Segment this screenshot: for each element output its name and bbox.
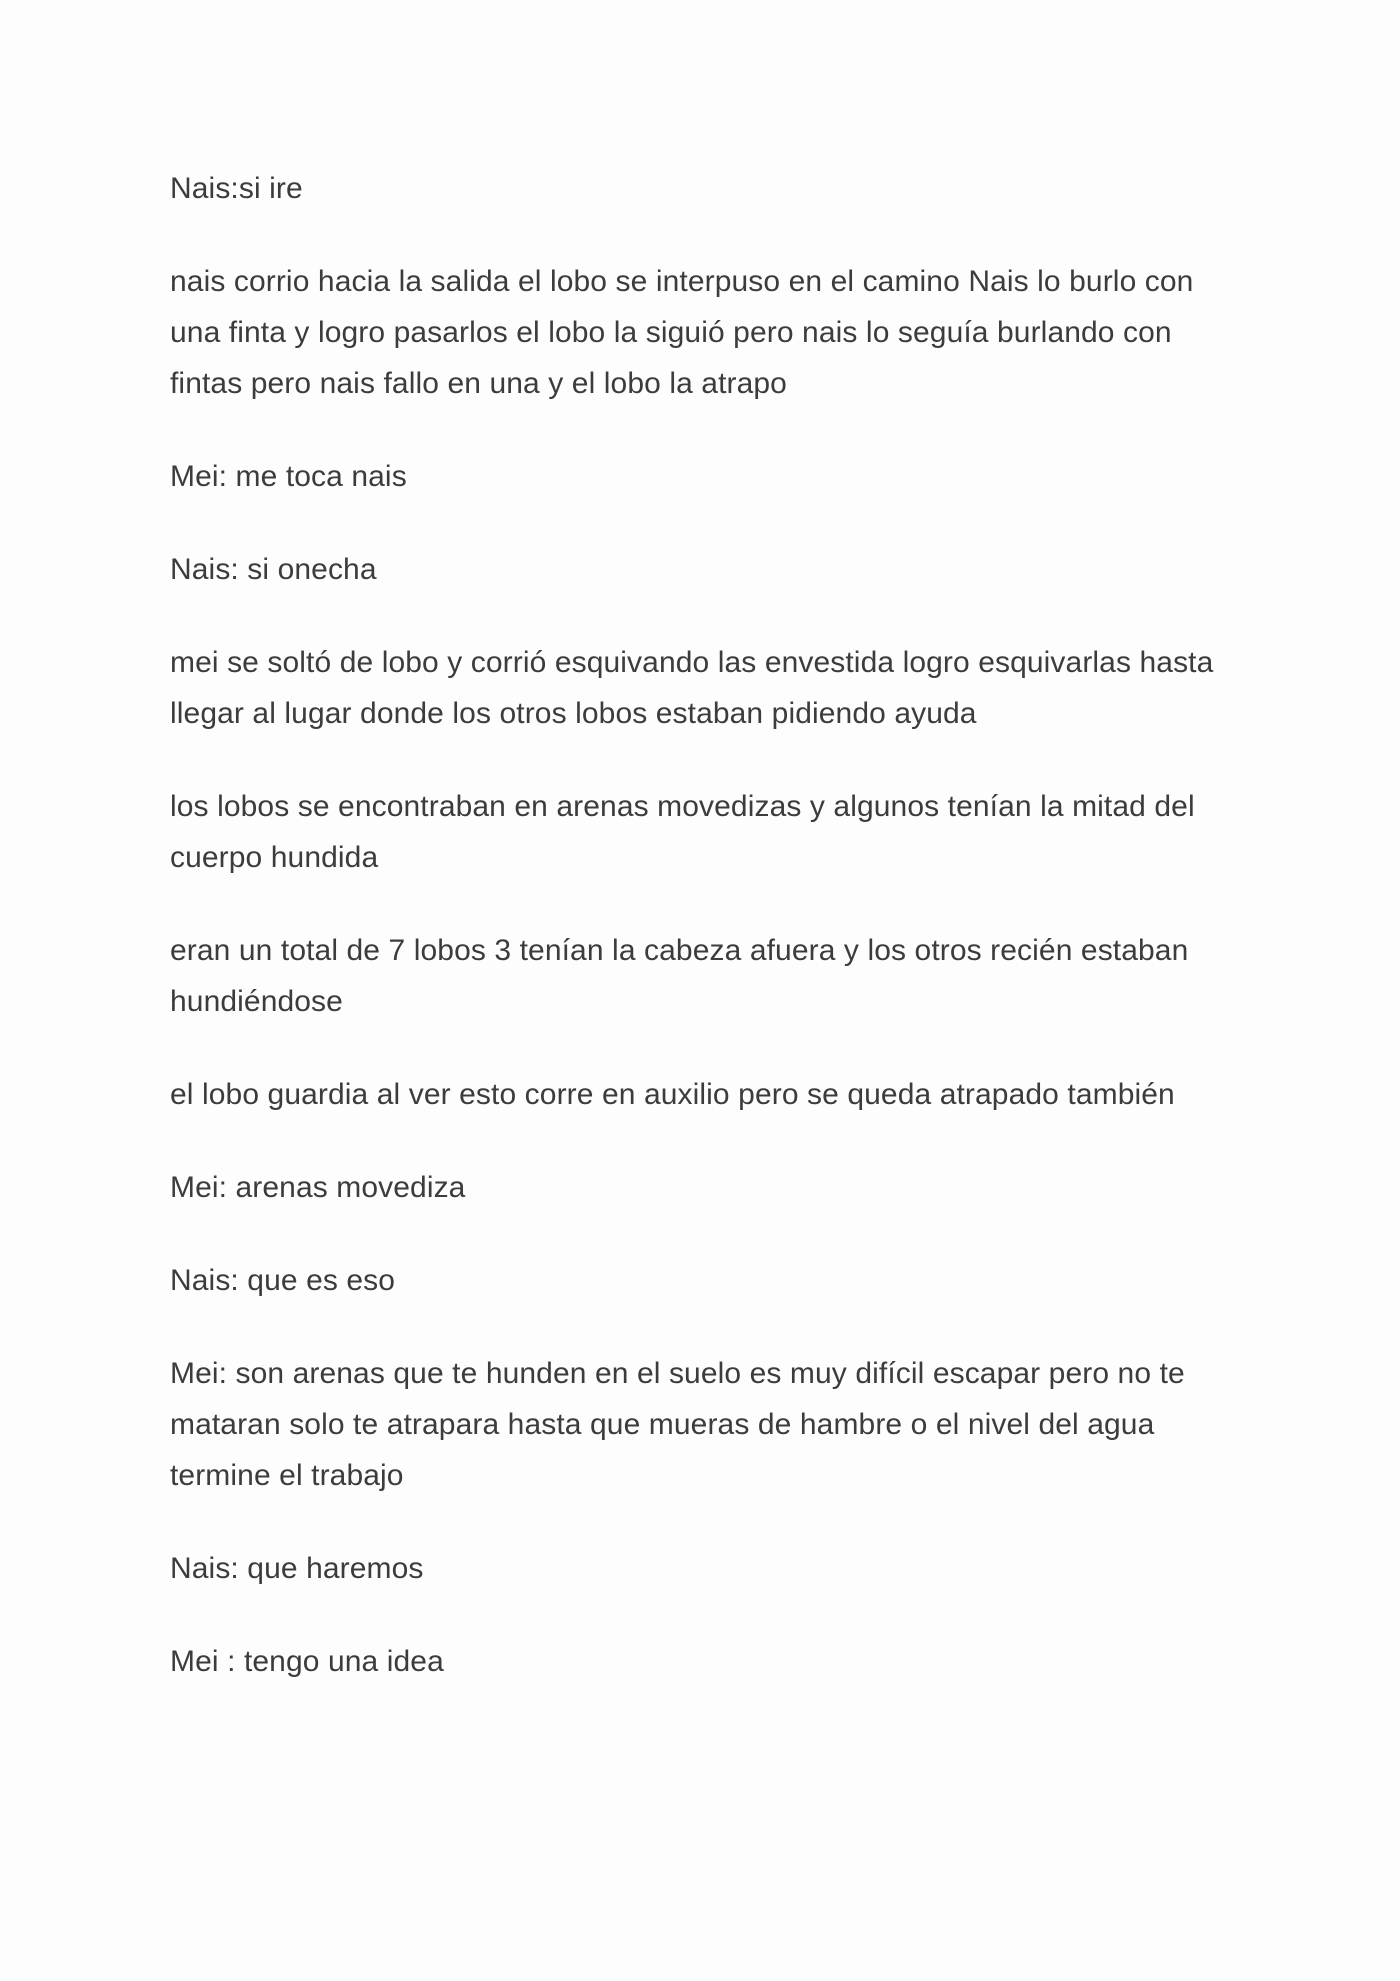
paragraph: Nais: que es eso — [170, 1264, 396, 1297]
paragraph: Mei: arenas movediza — [170, 1171, 466, 1204]
paragraph: Mei : tengo una idea — [170, 1645, 444, 1678]
paragraph: el lobo guardia al ver esto corre en auxilio pero se queda atrapado también — [170, 1078, 1175, 1111]
paragraph: Mei: son arenas que te hunden en el suelo es muy difícil escapar pero no te mataran solo te atrapara hasta que mueras de hambre o el nivel del agua termine el trabajo — [170, 1357, 1185, 1492]
paragraph: eran un total de 7 lobos 3 tenían la cabeza afuera y los otros recién estaban hundiéndose — [170, 934, 1189, 1018]
document-body — [170, 163, 1250, 1729]
paragraph: nais corrio hacia la salida el lobo se interpuso en el camino Nais lo burlo con una finta y logro pasarlos el lobo la siguió pero nais lo seguía burlando con fintas pero nais fallo en una y el lobo la atrapo — [170, 265, 1194, 400]
paragraph: Nais: si onecha — [170, 553, 377, 586]
paragraph: Mei: me toca nais — [170, 460, 407, 493]
paragraph: mei se soltó de lobo y corrió esquivando las envestida logro esquivarlas hasta llegar al lugar donde los otros lobos estaban pidiendo ayuda — [170, 646, 1214, 730]
paragraph: Nais: que haremos — [170, 1552, 424, 1585]
paragraph: los lobos se encontraban en arenas movedizas y algunos tenían la mitad del cuerpo hundida — [170, 790, 1195, 874]
paragraph: Nais:si ire — [170, 172, 303, 205]
